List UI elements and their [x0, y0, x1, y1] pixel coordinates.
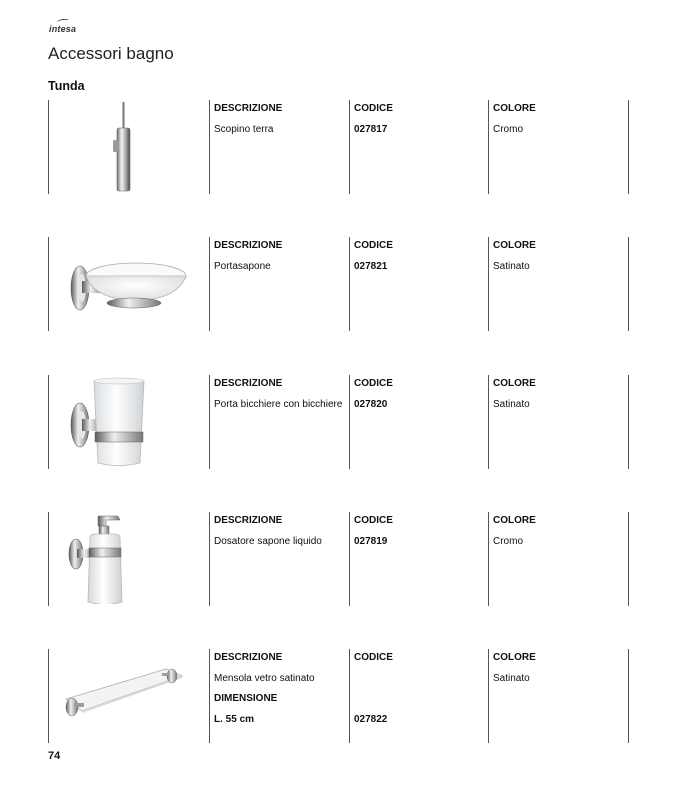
color-label: COLORE [493, 378, 536, 389]
description-value: Scopino terra [214, 124, 274, 135]
divider [628, 649, 629, 743]
divider [628, 375, 629, 469]
color-value: Satinato [493, 673, 530, 684]
code-label: CODICE [354, 240, 393, 251]
divider [349, 237, 350, 331]
color-value: Cromo [493, 124, 524, 135]
divider [349, 100, 350, 194]
brand-logo: intesa [49, 24, 77, 34]
divider [628, 237, 629, 331]
divider [488, 649, 489, 743]
divider [48, 649, 49, 743]
page-number: 74 [48, 750, 61, 762]
code-value: 027819 [354, 536, 388, 547]
series-title: Tunda [48, 79, 85, 93]
divider [209, 237, 210, 331]
soap-dish-image [54, 239, 204, 329]
divider [48, 237, 49, 331]
divider [209, 375, 210, 469]
glass-holder-image [54, 377, 204, 467]
divider [628, 100, 629, 194]
product-row [48, 649, 632, 743]
description-value: Porta bicchiere con bicchiere [214, 399, 343, 410]
divider [488, 100, 489, 194]
product-row [48, 375, 632, 469]
divider [488, 375, 489, 469]
code-value: 027820 [354, 399, 388, 410]
color-value: Cromo [493, 536, 524, 547]
page-title: Accessori bagno [48, 44, 174, 63]
toilet-brush-image [54, 102, 204, 192]
divider [349, 649, 350, 743]
color-label: COLORE [493, 652, 536, 663]
description-label: DESCRIZIONE [214, 240, 283, 251]
product-row [48, 237, 632, 331]
color-value: Satinato [493, 399, 530, 410]
code-value: 027817 [354, 124, 388, 135]
dimension-label: DIMENSIONE [214, 693, 278, 704]
divider [488, 237, 489, 331]
description-value: Portasapone [214, 261, 271, 272]
divider [349, 375, 350, 469]
divider [349, 512, 350, 606]
code-value: 027821 [354, 261, 388, 272]
code-value: 027822 [354, 714, 388, 725]
description-label: DESCRIZIONE [214, 652, 283, 663]
divider [628, 512, 629, 606]
divider [48, 100, 49, 194]
description-label: DESCRIZIONE [214, 103, 283, 114]
description-label: DESCRIZIONE [214, 378, 283, 389]
divider [488, 512, 489, 606]
divider [48, 375, 49, 469]
description-label: DESCRIZIONE [214, 515, 283, 526]
divider [48, 512, 49, 606]
divider [209, 649, 210, 743]
divider [209, 100, 210, 194]
description-value: Dosatore sapone liquido [214, 536, 322, 547]
color-label: COLORE [493, 240, 536, 251]
divider [209, 512, 210, 606]
color-value: Satinato [493, 261, 530, 272]
code-label: CODICE [354, 103, 393, 114]
code-label: CODICE [354, 652, 393, 663]
product-row [48, 512, 632, 606]
color-label: COLORE [493, 103, 536, 114]
glass-shelf-image [54, 651, 204, 741]
dimension-value: L. 55 cm [214, 714, 255, 725]
product-row [48, 100, 632, 194]
code-label: CODICE [354, 378, 393, 389]
color-label: COLORE [493, 515, 536, 526]
soap-dispenser-image [54, 514, 204, 604]
description-value: Mensola vetro satinato [214, 673, 315, 684]
code-label: CODICE [354, 515, 393, 526]
